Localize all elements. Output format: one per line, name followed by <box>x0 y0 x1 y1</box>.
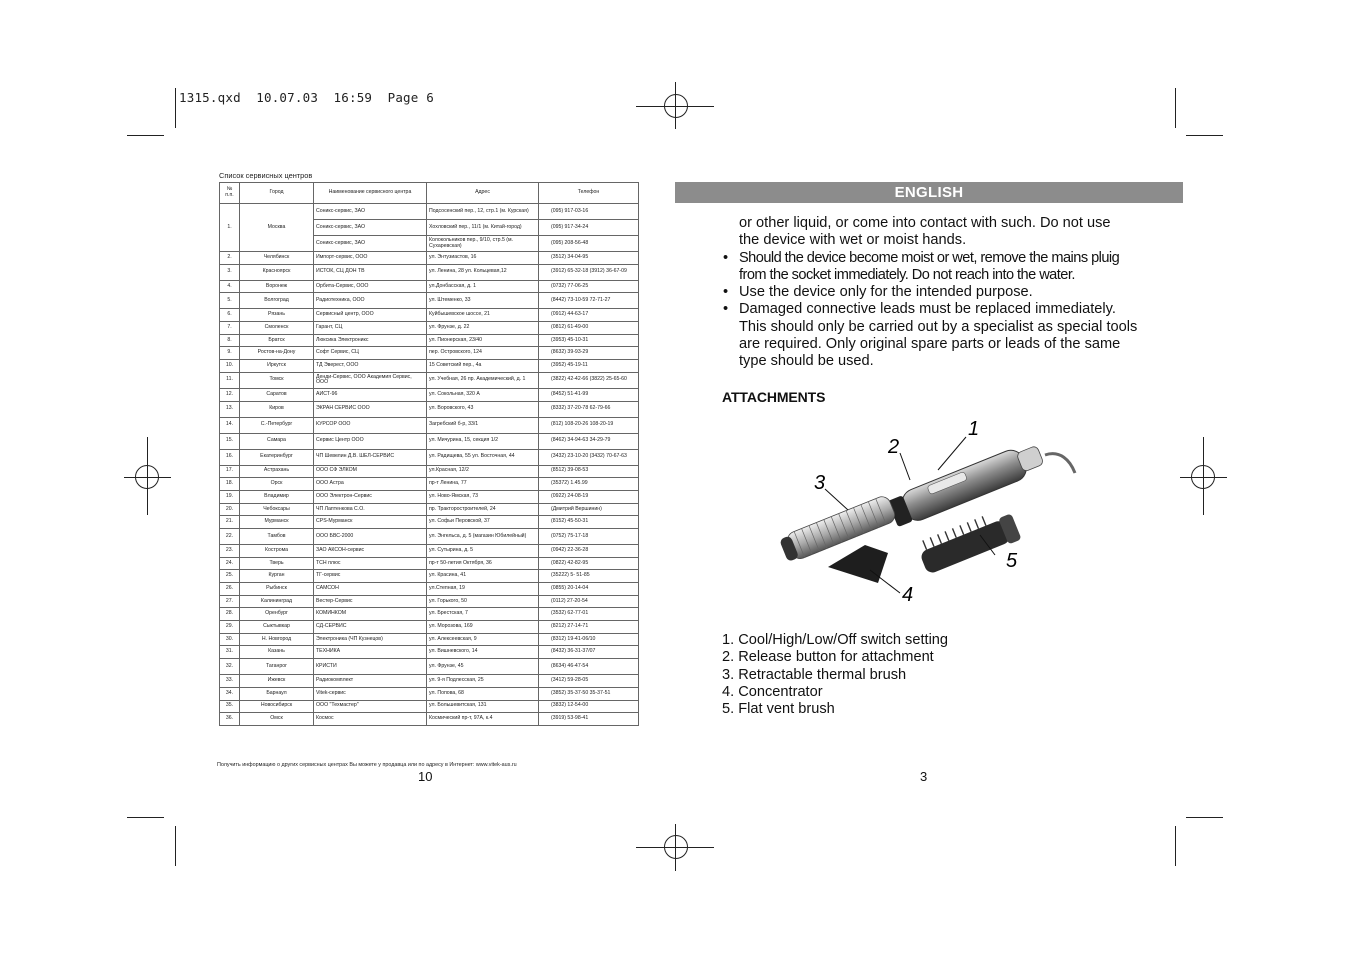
cell-phone: (0732) 77-06-25 <box>539 280 639 293</box>
cell-city: Красноярск <box>240 264 314 280</box>
cell-number: 19. <box>220 490 240 503</box>
cell-city: Таганрог <box>240 659 314 675</box>
cell-name: ЧП Лаптенкова С.О. <box>314 503 427 516</box>
print-header: 1315.qxd 10.07.03 16:59 Page 6 <box>179 90 434 105</box>
cell-city: Калининград <box>240 595 314 608</box>
bullet-item: • Damaged connective leads must be replaced immediately. This should only be carried out by a specialist as special tools are required. Only original spare parts or leads of the same type should be used. <box>722 301 1142 370</box>
cell-address: ул. Алексеевская, 9 <box>427 633 539 646</box>
table-row <box>220 570 639 583</box>
cell-number: 16. <box>220 449 240 465</box>
cell-phone: (0855) 20-14-04 <box>539 583 639 596</box>
page-number-left: 10 <box>418 769 433 784</box>
cell-name: Сервис Центр ООО <box>314 433 427 449</box>
cell-address: ул. Ленина, 28 ул. Кольцевая,12 <box>427 264 539 280</box>
cell-city: С.-Петербург <box>240 417 314 433</box>
cell-address: ул. Морозова, 169 <box>427 621 539 634</box>
cell-name: КУРСОР ООО <box>314 417 427 433</box>
cell-city: Иркутск <box>240 360 314 373</box>
table-row <box>220 293 639 309</box>
cell-address: ул. Мичурина, 15, секция 1/2 <box>427 433 539 449</box>
cell-address: пер. Островского, 124 <box>427 347 539 360</box>
table-row <box>220 252 639 265</box>
cell-phone: (8452) 51-41-99 <box>539 388 639 401</box>
cell-name: Люксика Электроникс <box>314 334 427 347</box>
cell-address: ул. Учебная, 26 пр. Академический, д. 1 <box>427 372 539 388</box>
cell-address: ул. 9-я Подлесская, 25 <box>427 675 539 688</box>
cell-address: ул. Софьи Перовской, 37 <box>427 516 539 529</box>
cell-address: ул. Фрунзе, 45 <box>427 659 539 675</box>
attachments-heading: ATTACHMENTS <box>722 389 826 405</box>
cell-city: Владимир <box>240 490 314 503</box>
table-row <box>220 309 639 322</box>
cell-city: Челябинск <box>240 252 314 265</box>
cell-phone: (8152) 45-50-31 <box>539 516 639 529</box>
cell-address: ул. Воровского, 43 <box>427 401 539 417</box>
cell-number: 21. <box>220 516 240 529</box>
cell-city: Ижевск <box>240 675 314 688</box>
cell-city: Барнаул <box>240 687 314 700</box>
table-row <box>220 465 639 478</box>
cell-phone: (8212) 27-14-71 <box>539 621 639 634</box>
cell-name: ИСТОК, СЦ ДОН ТВ <box>314 264 427 280</box>
cell-phone: (3512) 34-04-95 <box>539 252 639 265</box>
table-row <box>220 401 639 417</box>
callout-5: 5 <box>1006 550 1018 572</box>
cell-phone: (3852) 35-37-50 35-37-51 <box>539 687 639 700</box>
cell-number: 28. <box>220 608 240 621</box>
cell-city: Сыктывкар <box>240 621 314 634</box>
cell-city: Самара <box>240 433 314 449</box>
cell-number: 15. <box>220 433 240 449</box>
cell-number: 34. <box>220 687 240 700</box>
cell-address: ул. Горького, 50 <box>427 595 539 608</box>
cell-phone: (3822) 42-42-66 (3822) 25-65-60 <box>539 372 639 388</box>
cell-address: ул. Энтузиастов, 16 <box>427 252 539 265</box>
cell-number: 26. <box>220 583 240 596</box>
cell-city: Новосибирск <box>240 700 314 713</box>
cell-name: ТД Эверест, ООО <box>314 360 427 373</box>
cell-phone: (8634) 46-47-54 <box>539 659 639 675</box>
cell-number: 9. <box>220 347 240 360</box>
table-row <box>220 433 639 449</box>
table-body <box>220 204 639 726</box>
styler-handle <box>887 440 1046 529</box>
cell-address: ул. Сутырина, д. 5 <box>427 544 539 557</box>
cell-number: 29. <box>220 621 240 634</box>
table-row <box>220 633 639 646</box>
cell-name: Космос <box>314 713 427 726</box>
intro-line: or other liquid, or come into contact with such. Do not use <box>739 215 1111 231</box>
callout-2: 2 <box>888 436 900 458</box>
cell-number: 5. <box>220 293 240 309</box>
cell-phone: (0752) 75-17-18 <box>539 528 639 544</box>
cell-phone: (Дмитрий Вершинин) <box>539 503 639 516</box>
cell-phone: (8512) 39-08-53 <box>539 465 639 478</box>
cell-number: 2. <box>220 252 240 265</box>
cell-phone: (095) 917-03-16 <box>539 204 639 220</box>
cell-address: ул. Сокольная, 320 А <box>427 388 539 401</box>
table-row <box>220 478 639 491</box>
cell-name: ТСН плюс <box>314 557 427 570</box>
cell-address: ул.Донбасская, д. 1 <box>427 280 539 293</box>
cell-city: Астрахань <box>240 465 314 478</box>
cell-city: Томск <box>240 372 314 388</box>
attachments-legend <box>722 632 948 718</box>
cell-number: 27. <box>220 595 240 608</box>
cell-phone: (8332) 37-20-78 62-79-66 <box>539 401 639 417</box>
table-header-row <box>220 183 639 204</box>
callout-3: 3 <box>814 472 826 494</box>
cell-city: Ростов-на-Дону <box>240 347 314 360</box>
cell-name: ЗАО АКСОН-сервис <box>314 544 427 557</box>
cell-city: Оренбург <box>240 608 314 621</box>
cell-phone: (0822) 42-82-95 <box>539 557 639 570</box>
cell-phone: (35372) 1.45.99 <box>539 478 639 491</box>
cell-address: ул. Ново-Ямская, 73 <box>427 490 539 503</box>
cell-number: 4. <box>220 280 240 293</box>
cell-city: Чебоксары <box>240 503 314 516</box>
cell-address: ул. Пионерская, 23/40 <box>427 334 539 347</box>
cell-number: 23. <box>220 544 240 557</box>
cell-city: Рязань <box>240 309 314 322</box>
cell-name: ООО БВС-2000 <box>314 528 427 544</box>
cell-city: Москва <box>240 204 314 252</box>
col-header-address: Адрес <box>427 183 539 204</box>
cell-number: 31. <box>220 646 240 659</box>
cell-city: Волгоград <box>240 293 314 309</box>
cell-phone: (0812) 61-49-00 <box>539 322 639 335</box>
cell-address: ул. Фрунзе, д. 22 <box>427 322 539 335</box>
cell-name: Соникс-сервис, ЗАО <box>314 220 427 236</box>
table-row <box>220 347 639 360</box>
col-header-name: Наименование сервисного центра <box>314 183 427 204</box>
cell-number: 8. <box>220 334 240 347</box>
table-row <box>220 388 639 401</box>
cell-phone: (3919) 53-98-41 <box>539 713 639 726</box>
col-header-number: № п.п. <box>220 183 240 204</box>
cell-number: 14. <box>220 417 240 433</box>
cell-address: пр. Тракторостроителей, 24 <box>427 503 539 516</box>
table-row <box>220 544 639 557</box>
table-row <box>220 449 639 465</box>
cell-name: КРИСТИ <box>314 659 427 675</box>
col-header-phone: Телефон <box>539 183 639 204</box>
cell-address: ул. Радищева, 55 ул. Восточная, 44 <box>427 449 539 465</box>
cell-name: CPS-Мурманск <box>314 516 427 529</box>
cell-address: Колокольников пер., 9/10, стр.5 (м. Сухаревская) <box>427 236 539 252</box>
cell-phone: (3832) 12-54-00 <box>539 700 639 713</box>
bullet-item: • Should the device become moist or wet, remove the mains pluig from the socket immediately. Do not reach into the water. <box>722 250 1142 285</box>
cell-address: ул.Степная, 19 <box>427 583 539 596</box>
cell-address: Подсосенский пер., 12, стр.1 (м. Курская) <box>427 204 539 220</box>
cell-number: 10. <box>220 360 240 373</box>
cell-city: Смоленск <box>240 322 314 335</box>
cell-number: 33. <box>220 675 240 688</box>
cell-name: Электроника (ЧП Кузнецов) <box>314 633 427 646</box>
page-number-right: 3 <box>920 769 928 784</box>
cell-address: ул. Красина, 41 <box>427 570 539 583</box>
cell-phone: (0112) 27-20-54 <box>539 595 639 608</box>
cell-number: 11. <box>220 372 240 388</box>
cell-name: ООО Электрон-Сервис <box>314 490 427 503</box>
cell-phone: (8312) 19-41-06/10 <box>539 633 639 646</box>
cell-number: 17. <box>220 465 240 478</box>
cell-address: ул.Красная, 12/2 <box>427 465 539 478</box>
cell-name: Импорт-сервис, ООО <box>314 252 427 265</box>
table-row <box>220 608 639 621</box>
cell-name: Денди-Сервис, ООО Академия Сервис, ООО <box>314 372 427 388</box>
cell-name: Орбита-Сервис, ООО <box>314 280 427 293</box>
cell-phone: (0922) 24-08-19 <box>539 490 639 503</box>
cell-city: Рыбинск <box>240 583 314 596</box>
cell-name: СД-СЕРВИС <box>314 621 427 634</box>
cell-number: 24. <box>220 557 240 570</box>
legend-item: 5. Flat vent brush <box>722 701 835 718</box>
table-row <box>220 264 639 280</box>
cell-phone: (35222) 5- 51-85 <box>539 570 639 583</box>
table-row <box>220 687 639 700</box>
cell-phone: (3412) 59-28-05 <box>539 675 639 688</box>
cell-address: ул. Штеменко, 33 <box>427 293 539 309</box>
cell-address: ул. Энгельса, д. 5 (магазин Юбилейный) <box>427 528 539 544</box>
table-row <box>220 280 639 293</box>
table-row <box>220 713 639 726</box>
cell-address: ул. Брестская, 7 <box>427 608 539 621</box>
legend-item: 4. Concentrator <box>722 683 823 700</box>
cell-phone: (8442) 73-10-59 72-71-27 <box>539 293 639 309</box>
safety-text <box>722 215 1142 371</box>
legend-item: 2. Release button for attachment <box>722 649 934 666</box>
cell-city: Киров <box>240 401 314 417</box>
cell-number: 18. <box>220 478 240 491</box>
cell-phone: (3432) 23-10-20 (3432) 70-67-63 <box>539 449 639 465</box>
service-centers-table <box>219 182 639 726</box>
table-row <box>220 659 639 675</box>
cell-name: ТГ-сервис <box>314 570 427 583</box>
cell-address: пр-т Ленина, 77 <box>427 478 539 491</box>
table-row <box>220 322 639 335</box>
cell-name: ЭКРАН СЕРВИС ООО <box>314 401 427 417</box>
cell-name: Сервисный центр, ООО <box>314 309 427 322</box>
table-row <box>220 503 639 516</box>
table-row <box>220 595 639 608</box>
cell-address: Космический пр-т, 97А, к.4 <box>427 713 539 726</box>
language-bar: ENGLISH <box>675 182 1183 203</box>
callout-4: 4 <box>902 584 914 606</box>
cell-number: 20. <box>220 503 240 516</box>
table-row <box>220 490 639 503</box>
cell-number: 36. <box>220 713 240 726</box>
cell-number: 25. <box>220 570 240 583</box>
cell-address: пр-т 50-летия Октября, 36 <box>427 557 539 570</box>
table-row <box>220 372 639 388</box>
cell-phone: (095) 208-56-48 <box>539 236 639 252</box>
cell-phone: (812) 108-20-26 108-20-19 <box>539 417 639 433</box>
cell-number: 3. <box>220 264 240 280</box>
cell-number: 30. <box>220 633 240 646</box>
cell-name: Гарант, СЦ <box>314 322 427 335</box>
col-header-city: Город <box>240 183 314 204</box>
cell-phone: (3953) 45-10-31 <box>539 334 639 347</box>
cell-phone: (8632) 39-93-29 <box>539 347 639 360</box>
safety-bullets <box>722 250 1142 371</box>
legend-item: 1. Cool/High/Low/Off switch setting <box>722 632 949 648</box>
table-row <box>220 700 639 713</box>
table-row <box>220 646 639 659</box>
cell-number: 1. <box>220 204 240 252</box>
cell-phone: (8462) 34-94-63 34-29-79 <box>539 433 639 449</box>
cell-name: Соникс-сервис, ЗАО <box>314 236 427 252</box>
cell-name: Радиотехника, ООО <box>314 293 427 309</box>
table-row <box>220 516 639 529</box>
styler-illustration <box>770 415 1090 610</box>
table-row <box>220 557 639 570</box>
power-cord <box>1045 454 1075 473</box>
bullet-item: • Use the device only for the intended purpose. <box>722 284 1142 301</box>
cell-number: 6. <box>220 309 240 322</box>
cell-name: КОМИНКОМ <box>314 608 427 621</box>
cell-address: Куйбышевское шоссе, 21 <box>427 309 539 322</box>
cell-city: Воронеж <box>240 280 314 293</box>
cell-name: ЧП Шевелин Д.В. ШЕЛ-СЕРВИС <box>314 449 427 465</box>
cell-city: Омск <box>240 713 314 726</box>
cell-phone: (095) 917-34-24 <box>539 220 639 236</box>
cell-name: Вестер-Сервис <box>314 595 427 608</box>
table-row <box>220 583 639 596</box>
cell-name: Vitek-сервис <box>314 687 427 700</box>
cell-city: Кострома <box>240 544 314 557</box>
cell-number: 7. <box>220 322 240 335</box>
cell-address: ул. Большевитская, 131 <box>427 700 539 713</box>
cell-name: АИСТ-96 <box>314 388 427 401</box>
cell-address: ул. Вишневского, 14 <box>427 646 539 659</box>
cell-phone: (0912) 44-63-17 <box>539 309 639 322</box>
cell-city: Екатеринбург <box>240 449 314 465</box>
cell-number: 22. <box>220 528 240 544</box>
cell-name: ООО "Техмастер" <box>314 700 427 713</box>
cell-address: ул. Попова, 68 <box>427 687 539 700</box>
service-footnote: Получить информацию о других сервисных центрах Вы можете у продавца или по адресу в Интернет: www.vitek-aus.ru <box>217 762 517 768</box>
cell-number: 12. <box>220 388 240 401</box>
cell-city: Орск <box>240 478 314 491</box>
cell-phone: (0942) 22-36-28 <box>539 544 639 557</box>
cell-name: Радиокомплект <box>314 675 427 688</box>
service-centers-title: Список сервисных центров <box>219 171 313 180</box>
cell-city: Курган <box>240 570 314 583</box>
cell-address: Хохловский пер., 11/1 (м. Китай-город) <box>427 220 539 236</box>
table-row <box>220 621 639 634</box>
cell-phone: (3952) 45-19-11 <box>539 360 639 373</box>
cell-address: 15 Советский пер., 4а <box>427 360 539 373</box>
cell-city: Тамбов <box>240 528 314 544</box>
cell-name: ТЕХНИКА <box>314 646 427 659</box>
table-row <box>220 204 639 220</box>
cell-city: Казань <box>240 646 314 659</box>
cell-city: Саратов <box>240 388 314 401</box>
cell-number: 13. <box>220 401 240 417</box>
cell-city: Н. Новгород <box>240 633 314 646</box>
cell-phone: (3912) 65-32-18 (3912) 36-67-09 <box>539 264 639 280</box>
table-row <box>220 360 639 373</box>
legend-item: 3. Retractable thermal brush <box>722 666 907 683</box>
cell-name: Соникс-сервис, ЗАО <box>314 204 427 220</box>
cell-city: Тверь <box>240 557 314 570</box>
cell-city: Мурманск <box>240 516 314 529</box>
table-row <box>220 528 639 544</box>
cell-number: 35. <box>220 700 240 713</box>
callout-1: 1 <box>968 418 980 440</box>
table-row <box>220 675 639 688</box>
cell-name: ООО СФ ЭЛКОМ <box>314 465 427 478</box>
cell-city: Братск <box>240 334 314 347</box>
cell-number: 32. <box>220 659 240 675</box>
cell-phone: (3532) 62-77-01 <box>539 608 639 621</box>
cell-name: ООО Астра <box>314 478 427 491</box>
cell-address: Загребский б-р, 33/1 <box>427 417 539 433</box>
cell-name: САМСОН <box>314 583 427 596</box>
intro-line: the device with wet or moist hands. <box>739 232 967 249</box>
cell-phone: (8432) 36-31-37/07 <box>539 646 639 659</box>
table-row <box>220 417 639 433</box>
cell-name: Софт Сервис, СЦ <box>314 347 427 360</box>
table-row <box>220 334 639 347</box>
